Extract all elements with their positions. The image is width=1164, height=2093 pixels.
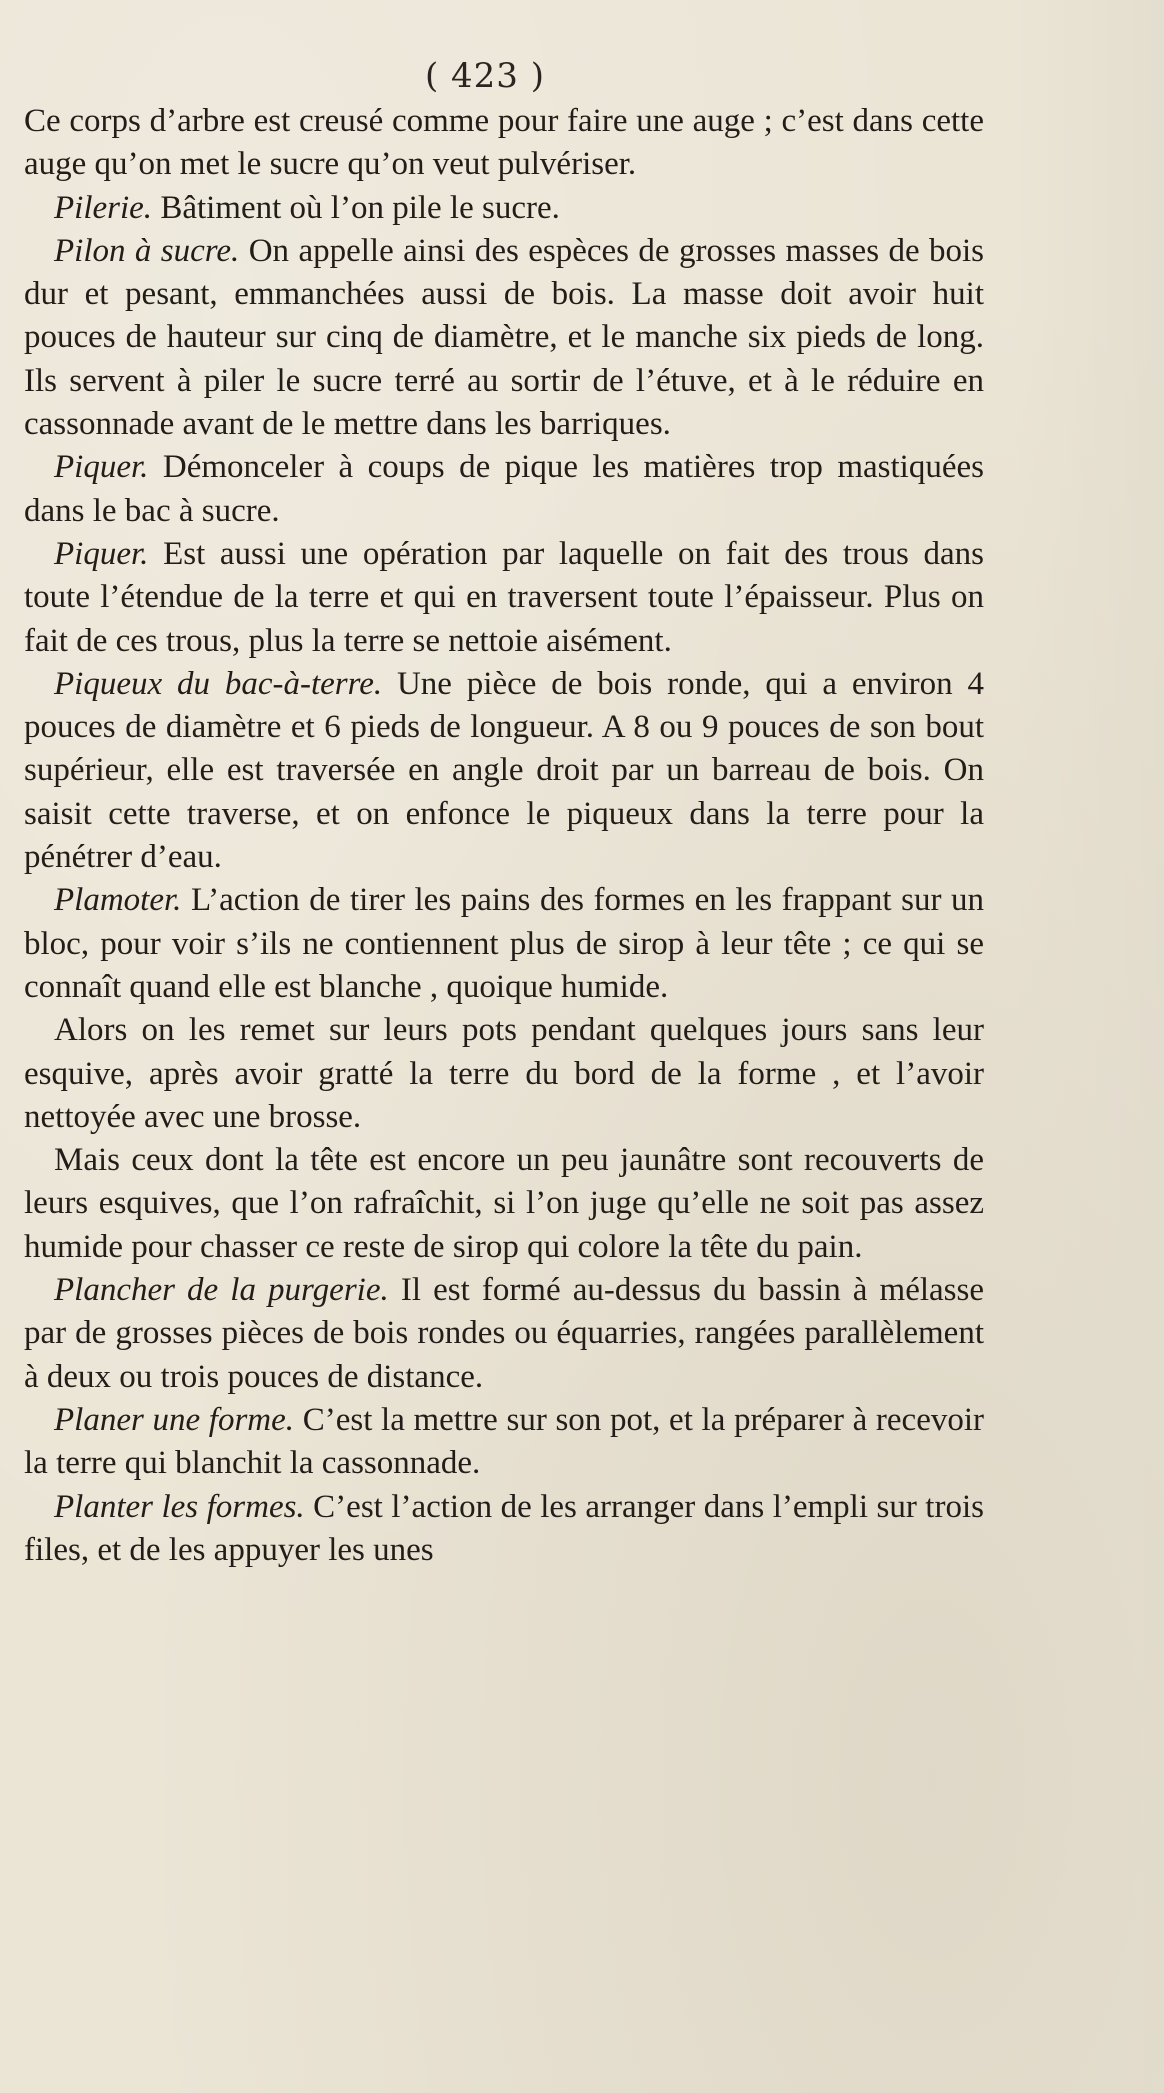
entry-term: Plamoter. (54, 882, 182, 919)
entry-definition: L’action de tirer les pains des formes en les frappant sur un bloc, pour voir s’ils ne contiennent plus de sirop à leur tête ; ce qui se connaît quand elle est blanche , quoique humide. (24, 882, 984, 1005)
page-right-margin (1014, 0, 1164, 2093)
paragraph-continuation (24, 100, 984, 187)
entry-definition: On appelle ainsi des espèces de grosses masses de bois dur et pesant, emmanchées aussi de bois. La masse doit avoir huit pouces de hauteur sur cinq de diamètre, et le manche six pieds de long. Ils servent à piler le sucre terré au sortir de l’étuve, et à le réduire en cassonnade avant de le mettre dans les barriques. (24, 232, 985, 443)
entry-term: Piquer. (54, 535, 149, 572)
entry-term: Plancher de la purgerie. (54, 1272, 389, 1309)
entry-term: Pilerie. (54, 189, 153, 226)
entry-piquer-1 (24, 446, 984, 533)
paragraph-text: Mais ceux dont la tête est encore un peu jaunâtre sont recouverts de leurs esquives, que l’on rafraîchit, si l’on juge qu’elle ne soit pas assez humide pour chasser ce reste de sirop qui colore la tête du pain. (24, 1142, 984, 1265)
entry-pilerie (24, 187, 984, 230)
entry-term: Piqueux du bac-à-terre. (54, 665, 383, 702)
entry-term: Piquer. (54, 449, 149, 486)
entry-plamoter (24, 879, 984, 1009)
entry-piquer-2 (24, 533, 984, 663)
entry-pilon-a-sucre (24, 230, 984, 446)
entry-term: Planter les formes. (54, 1488, 305, 1525)
paragraph-text: Alors on les remet sur leurs pots pendant quelques jours sans leur esquive, après avoir gratté la terre du bord de la forme , et l’avoir nettoyée avec une brosse. (24, 1012, 984, 1135)
entry-term: Planer une forme. (54, 1401, 295, 1438)
entry-definition: Il est formé au-dessus du bassin à mélasse par de grosses pièces de bois rondes ou équarries, rangées parallèlement à deux ou trois pouces de distance. (24, 1272, 985, 1395)
entry-plancher-de-la-purgerie (24, 1269, 984, 1399)
entry-definition: Bâtiment où l’on pile le sucre. (152, 189, 560, 226)
entry-definition: Démonceler à coups de pique les matières trop mastiquées dans le bac à sucre. (24, 449, 984, 529)
entry-definition: Est aussi une opération par laquelle on fait des trous dans toute l’étendue de la terre et qui en traversent toute l’épaisseur. Plus on fait de ces trous, plus la terre se nettoie aisément. (24, 535, 984, 659)
paragraph-alors (24, 1009, 984, 1139)
entry-definition: Une pièce de bois ronde, qui a environ 4 pouces de diamètre et 6 pieds de longueur. A 8 ou 9 pouces de son bout supérieur, elle est traversée en angle droit par un barreau de bois. On saisit cette traverse, et on enfonce le piqueux dans la terre pour la pénétrer d’eau. (24, 665, 984, 876)
entry-planer-une-forme (24, 1399, 984, 1486)
page-text (24, 100, 984, 1572)
entry-piqueux (24, 663, 984, 879)
entry-definition: C’est l’action de les arranger dans l’empli sur trois files, et de les appuyer les unes (24, 1488, 984, 1568)
entry-term: Pilon à sucre. (54, 232, 240, 269)
paragraph-mais (24, 1139, 984, 1269)
page-number: ( 423 ) (424, 56, 546, 96)
paragraph-text: Ce corps d’arbre est creusé comme pour faire une auge ; c’est dans cette auge qu’on met le sucre qu’on veut pulvériser. (24, 103, 984, 183)
entry-planter-les-formes (24, 1486, 984, 1573)
entry-definition: C’est la mettre sur son pot, et la préparer à recevoir la terre qui blanchit la cassonnade. (24, 1401, 984, 1482)
